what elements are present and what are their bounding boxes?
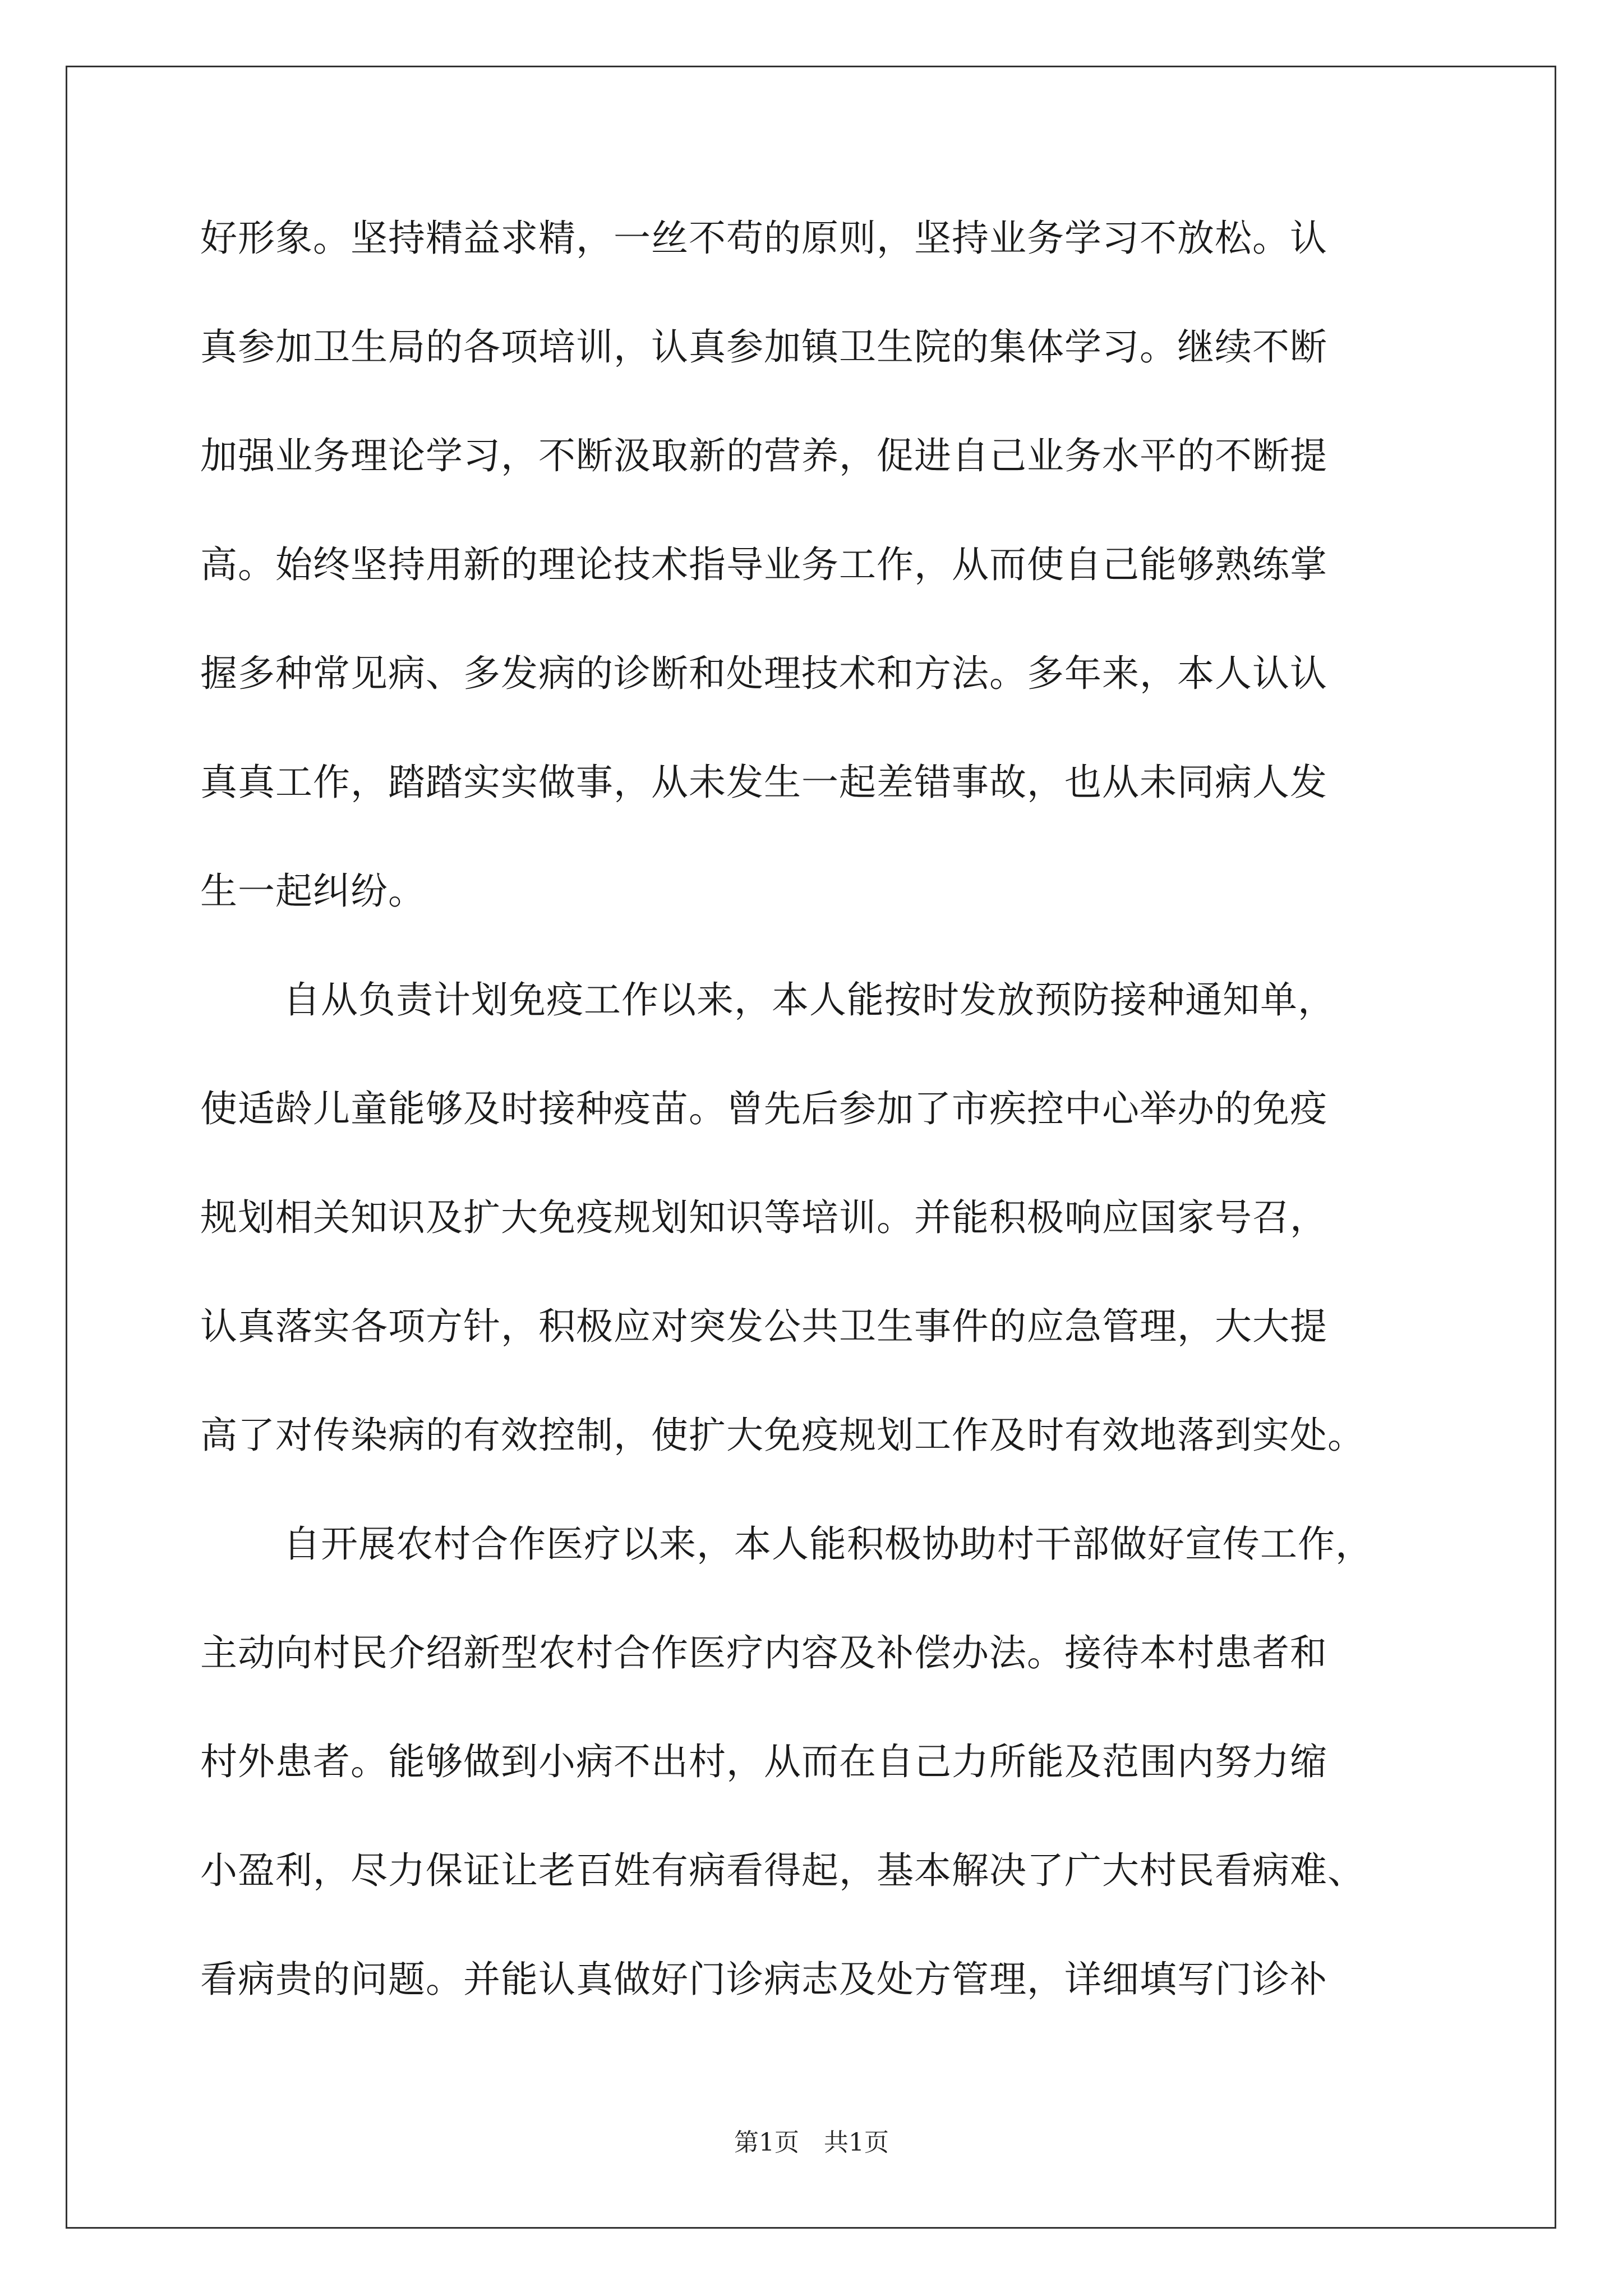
text-line: 高。始终坚持用新的理论技术指导业务工作，从而使自己能够熟练掌 (200, 543, 1327, 586)
text-line: 看病贵的问题。并能认真做好门诊病志及处方管理，详细填写门诊补 (200, 1958, 1327, 2001)
text-line: 生一起纠纷。 (200, 869, 426, 913)
text-line-indented: 自从负责计划免疫工作以来，本人能按时发放预防接种通知单， (283, 978, 1335, 1022)
text-line: 加强业务理论学习，不断汲取新的营养，促进自己业务水平的不断提 (200, 434, 1327, 477)
text-line: 村外患者。能够做到小病不出村，从而在自己力所能及范围内努力缩 (200, 1740, 1327, 1783)
text-line: 真真工作，踏踏实实做事，从未发生一起差错事故，也从未同病人发 (200, 761, 1327, 804)
text-line: 真参加卫生局的各项培训，认真参加镇卫生院的集体学习。继续不断 (200, 325, 1327, 369)
text-line: 主动向村民介绍新型农村合作医疗内容及补偿办法。接待本村患者和 (200, 1631, 1327, 1674)
text-line: 好形象。坚持精益求精，一丝不苟的原则，坚持业务学习不放松。认 (200, 217, 1327, 260)
text-line: 使适龄儿童能够及时接种疫苗。曾先后参加了市疾控中心举办的免疫 (200, 1087, 1327, 1130)
text-line: 小盈利，尽力保证让老百姓有病看得起，基本解决了广大村民看病难、 (200, 1849, 1365, 1892)
text-line: 握多种常见病、多发病的诊断和处理技术和方法。多年来，本人认认 (200, 652, 1327, 695)
text-line: 高了对传染病的有效控制，使扩大免疫规划工作及时有效地落到实处。 (200, 1414, 1365, 1457)
text-line-indented: 自开展农村合作医疗以来，本人能积极协助村干部做好宣传工作， (283, 1522, 1373, 1566)
document-body (200, 219, 1434, 2069)
text-line: 认真落实各项方针，积极应对突发公共卫生事件的应急管理，大大提 (200, 1305, 1327, 1348)
text-line: 规划相关知识及扩大免疫规划知识等培训。并能积极响应国家号召， (200, 1196, 1327, 1239)
page-number-footer: 第1页 共1页 (734, 2128, 889, 2157)
